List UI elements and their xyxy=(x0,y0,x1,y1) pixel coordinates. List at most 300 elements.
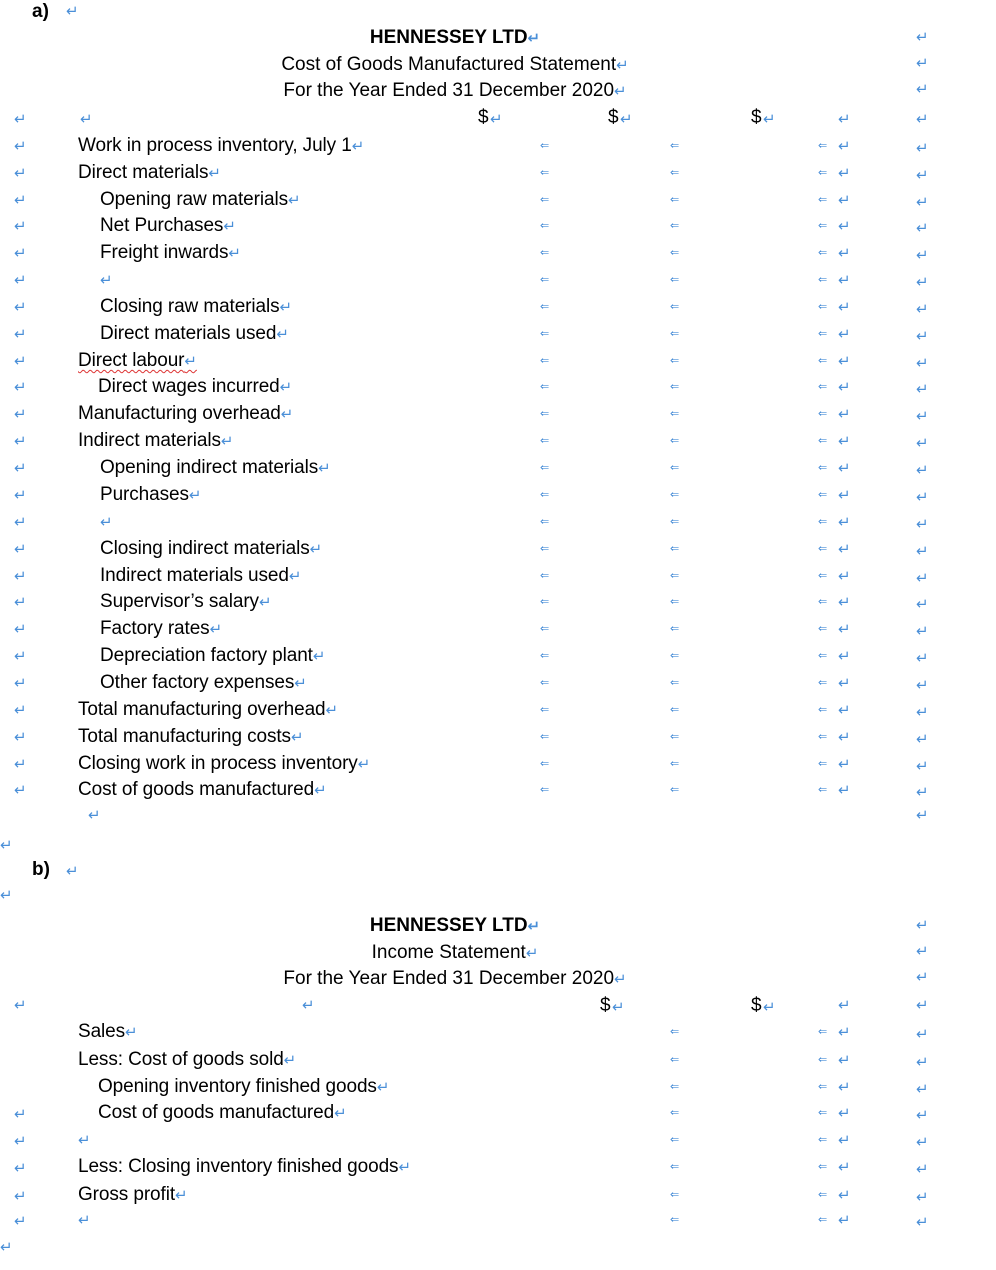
cell-end-mark: ⇐ xyxy=(818,328,828,340)
paragraph-mark: ↵ xyxy=(125,1024,138,1041)
row-mark: ↵ xyxy=(14,326,27,343)
row-mark: ↵ xyxy=(14,1106,27,1123)
cell-end-mark: ⇐ xyxy=(670,1081,680,1093)
cell-end-mark: ⇐ xyxy=(818,274,828,286)
statement-row-label: Depreciation factory plant↵ xyxy=(100,645,326,666)
cell-end-mark: ⇐ xyxy=(670,1134,680,1146)
paragraph-mark: ↵ xyxy=(838,406,851,423)
statement-row-label: Opening inventory finished goods↵ xyxy=(98,1076,390,1097)
statement-row-label: Total manufacturing costs↵ xyxy=(78,726,304,747)
empty-row-mark: ↵ xyxy=(78,1212,91,1229)
paragraph-mark: ↵ xyxy=(916,462,929,479)
empty-row-mark: ↵ xyxy=(100,514,113,531)
cell-end-mark: ⇐ xyxy=(818,140,828,152)
paragraph-mark: ↵ xyxy=(838,192,851,209)
paragraph-mark: ↵ xyxy=(916,140,929,157)
cell-end-mark: ⇐ xyxy=(670,408,680,420)
part-b-title xyxy=(370,916,540,935)
paragraph-mark: ↵ xyxy=(916,1161,929,1178)
paragraph-mark: ↵ xyxy=(916,731,929,748)
row-mark: ↵ xyxy=(14,138,27,155)
paragraph-mark: ↵ xyxy=(916,943,929,960)
paragraph-mark: ↵ xyxy=(916,1026,929,1043)
paragraph-mark: ↵ xyxy=(223,218,236,235)
paragraph-mark: ↵ xyxy=(312,648,326,665)
paragraph-mark: ↵ xyxy=(916,917,929,934)
cell-end-mark: ⇐ xyxy=(670,435,680,447)
part-a-subtitle xyxy=(281,55,628,74)
cell-end-mark: ⇐ xyxy=(818,704,828,716)
statement-row-label: Indirect materials used↵ xyxy=(100,565,302,586)
empty-row-mark: ↵ xyxy=(100,272,113,289)
cell-end-mark: ⇐ xyxy=(540,650,550,662)
statement-row-label: Purchases↵ xyxy=(100,484,202,505)
cell-end-mark: ⇐ xyxy=(818,1161,828,1173)
paragraph-mark: ↵ xyxy=(838,1187,851,1204)
cell-end-mark: ⇐ xyxy=(818,1081,828,1093)
paragraph-mark: ↵ xyxy=(916,247,929,264)
cell-end-mark: ⇐ xyxy=(818,220,828,232)
cell-end-mark: ⇐ xyxy=(540,704,550,716)
cell-end-mark: ⇐ xyxy=(818,1189,828,1201)
cell-end-mark: ⇐ xyxy=(670,1026,680,1038)
paragraph-mark: ↵ xyxy=(916,194,929,211)
paragraph-mark: ↵ xyxy=(916,1189,929,1206)
paragraph-mark: ↵ xyxy=(838,326,851,343)
paragraph-mark: ↵ xyxy=(838,1052,851,1069)
part-b-subtitle-text: Income Statement xyxy=(371,942,526,963)
cell-end-mark: ⇐ xyxy=(670,516,680,528)
paragraph-mark: ↵ xyxy=(916,220,929,237)
paragraph-mark: ↵ xyxy=(838,648,851,665)
cell-end-mark: ⇐ xyxy=(670,1054,680,1066)
currency-header: $ xyxy=(751,995,762,1016)
paragraph-mark: ↵ xyxy=(490,111,503,128)
cell-end-mark: ⇐ xyxy=(818,462,828,474)
paragraph-mark: ↵ xyxy=(838,1024,851,1041)
statement-row-label: Cost of goods manufactured↵ xyxy=(78,779,327,800)
paragraph-mark: ↵ xyxy=(838,1079,851,1096)
cell-end-mark: ⇐ xyxy=(540,167,550,179)
paragraph-mark: ↵ xyxy=(916,355,929,372)
paragraph-mark: ↵ xyxy=(838,111,851,128)
paragraph-mark: ↵ xyxy=(325,702,338,719)
empty-row-mark: ↵ xyxy=(78,1132,91,1149)
row-mark: ↵ xyxy=(14,487,27,504)
paragraph-mark: ↵ xyxy=(838,1212,851,1229)
paragraph-mark: ↵ xyxy=(838,353,851,370)
cell-end-mark: ⇐ xyxy=(818,435,828,447)
paragraph-mark: ↵ xyxy=(838,702,851,719)
cell-end-mark: ⇐ xyxy=(818,489,828,501)
row-mark: ↵ xyxy=(14,353,27,370)
row-mark: ↵ xyxy=(14,1133,27,1150)
paragraph-mark: ↵ xyxy=(0,1239,13,1256)
paragraph-mark: ↵ xyxy=(318,460,331,477)
paragraph-mark: ↵ xyxy=(916,997,929,1014)
paragraph-mark: ↵ xyxy=(916,758,929,775)
paragraph-mark: ↵ xyxy=(838,487,851,504)
paragraph-mark: ↵ xyxy=(188,487,202,504)
currency-header: $ xyxy=(600,995,611,1016)
paragraph-mark: ↵ xyxy=(398,1159,411,1176)
cell-end-mark: ⇐ xyxy=(818,194,828,206)
cell-end-mark: ⇐ xyxy=(818,650,828,662)
cell-end-mark: ⇐ xyxy=(670,301,680,313)
cell-end-mark: ⇐ xyxy=(670,623,680,635)
row-mark: ↵ xyxy=(14,165,27,182)
cell-end-mark: ⇐ xyxy=(540,274,550,286)
paragraph-mark: ↵ xyxy=(916,1214,929,1231)
row-mark: ↵ xyxy=(14,594,27,611)
paragraph-mark: ↵ xyxy=(376,1079,390,1096)
cell-end-mark: ⇐ xyxy=(540,247,550,259)
cell-end-mark: ⇐ xyxy=(670,784,680,796)
cell-end-mark: ⇐ xyxy=(670,167,680,179)
cell-end-mark: ⇐ xyxy=(818,784,828,796)
paragraph-mark: ↵ xyxy=(334,1105,347,1122)
cell-end-mark: ⇐ xyxy=(670,194,680,206)
cell-end-mark: ⇐ xyxy=(670,543,680,555)
cell-end-mark: ⇐ xyxy=(540,489,550,501)
paragraph-mark: ↵ xyxy=(838,568,851,585)
cell-end-mark: ⇐ xyxy=(540,301,550,313)
cell-end-mark: ⇐ xyxy=(540,140,550,152)
paragraph-mark: ↵ xyxy=(620,111,633,128)
part-b-label: b) xyxy=(32,859,50,880)
paragraph-mark: ↵ xyxy=(88,807,101,824)
cell-end-mark: ⇐ xyxy=(540,731,550,743)
paragraph-mark: ↵ xyxy=(838,541,851,558)
cell-end-mark: ⇐ xyxy=(818,1054,828,1066)
cell-end-mark: ⇐ xyxy=(670,1107,680,1119)
part-a-title xyxy=(370,28,540,47)
paragraph-mark: ↵ xyxy=(838,460,851,477)
row-mark: ↵ xyxy=(14,675,27,692)
statement-row-label: Factory rates↵ xyxy=(100,618,223,639)
cell-end-mark: ⇐ xyxy=(670,1161,680,1173)
paragraph-mark: ↵ xyxy=(0,837,13,854)
cell-end-mark: ⇐ xyxy=(540,328,550,340)
cell-end-mark: ⇐ xyxy=(818,408,828,420)
paragraph-mark: ↵ xyxy=(916,55,929,72)
row-mark: ↵ xyxy=(14,621,27,638)
paragraph-mark: ↵ xyxy=(916,435,929,452)
row-mark: ↵ xyxy=(14,541,27,558)
cell-end-mark: ⇐ xyxy=(540,355,550,367)
cell-end-mark: ⇐ xyxy=(818,623,828,635)
paragraph-mark: ↵ xyxy=(14,111,27,128)
paragraph-mark: ↵ xyxy=(916,111,929,128)
cell-end-mark: ⇐ xyxy=(540,381,550,393)
paragraph-mark: ↵ xyxy=(916,328,929,345)
row-mark: ↵ xyxy=(14,648,27,665)
paragraph-mark: ↵ xyxy=(916,489,929,506)
paragraph-mark: ↵ xyxy=(916,677,929,694)
statement-row-label: Direct wages incurred↵ xyxy=(98,376,293,397)
paragraph-mark: ↵ xyxy=(763,999,776,1016)
paragraph-mark: ↵ xyxy=(66,863,79,880)
part-b-subtitle xyxy=(372,943,539,962)
paragraph-mark: ↵ xyxy=(916,1081,929,1098)
cell-end-mark: ⇐ xyxy=(540,570,550,582)
cell-end-mark: ⇐ xyxy=(818,1107,828,1119)
paragraph-mark: ↵ xyxy=(14,997,27,1014)
paragraph-mark: ↵ xyxy=(916,274,929,291)
row-mark: ↵ xyxy=(14,379,27,396)
part-a-period xyxy=(283,81,626,100)
paragraph-mark: ↵ xyxy=(614,971,627,988)
paragraph-mark: ↵ xyxy=(916,301,929,318)
row-mark: ↵ xyxy=(14,406,27,423)
paragraph-mark: ↵ xyxy=(838,997,851,1014)
cell-end-mark: ⇐ xyxy=(818,1026,828,1038)
paragraph-mark: ↵ xyxy=(916,1134,929,1151)
paragraph-mark: ↵ xyxy=(527,918,541,935)
paragraph-mark: ↵ xyxy=(916,516,929,533)
statement-row-label: Closing raw materials↵ xyxy=(100,296,292,317)
statement-row-label: Total manufacturing overhead↵ xyxy=(78,699,338,720)
paragraph-mark: ↵ xyxy=(838,594,851,611)
statement-row-label: Direct materials↵ xyxy=(78,162,221,183)
cell-end-mark: ⇐ xyxy=(818,301,828,313)
paragraph-mark: ↵ xyxy=(838,272,851,289)
paragraph-mark: ↵ xyxy=(220,433,234,450)
paragraph-mark: ↵ xyxy=(916,969,929,986)
paragraph-mark: ↵ xyxy=(287,192,301,209)
paragraph-mark: ↵ xyxy=(838,729,851,746)
statement-row-label: Supervisor’s salary↵ xyxy=(100,591,272,612)
part-b-title-text: HENNESSEY LTD xyxy=(369,915,528,936)
cell-end-mark: ⇐ xyxy=(818,596,828,608)
paragraph-mark: ↵ xyxy=(258,594,272,611)
cell-end-mark: ⇐ xyxy=(818,543,828,555)
statement-row-label: Closing indirect materials↵ xyxy=(100,538,323,559)
paragraph-mark: ↵ xyxy=(916,408,929,425)
paragraph-mark: ↵ xyxy=(309,541,323,558)
cell-end-mark: ⇐ xyxy=(670,140,680,152)
paragraph-mark: ↵ xyxy=(279,379,293,396)
statement-row-label: Less: Closing inventory finished goods↵ xyxy=(78,1156,411,1177)
part-a-period-text: For the Year Ended 31 December 2020 xyxy=(283,80,615,101)
statement-row-label: Direct materials used↵ xyxy=(100,323,289,344)
cell-end-mark: ⇐ xyxy=(818,1214,828,1226)
cell-end-mark: ⇐ xyxy=(670,355,680,367)
cell-end-mark: ⇐ xyxy=(540,220,550,232)
part-a-subtitle-text: Cost of Goods Manufactured Statement xyxy=(281,54,617,75)
cell-end-mark: ⇐ xyxy=(540,758,550,770)
row-mark: ↵ xyxy=(14,433,27,450)
paragraph-mark: ↵ xyxy=(838,433,851,450)
cell-end-mark: ⇐ xyxy=(670,570,680,582)
cell-end-mark: ⇐ xyxy=(818,167,828,179)
paragraph-mark: ↵ xyxy=(916,1054,929,1071)
cell-end-mark: ⇐ xyxy=(670,758,680,770)
statement-row-label: Net Purchases↵ xyxy=(100,215,236,236)
cell-end-mark: ⇐ xyxy=(670,650,680,662)
paragraph-mark: ↵ xyxy=(616,57,629,74)
paragraph-mark: ↵ xyxy=(838,1159,851,1176)
paragraph-mark: ↵ xyxy=(916,81,929,98)
cell-end-mark: ⇐ xyxy=(540,596,550,608)
paragraph-mark: ↵ xyxy=(916,570,929,587)
paragraph-mark: ↵ xyxy=(838,299,851,316)
paragraph-mark: ↵ xyxy=(838,218,851,235)
statement-row-label: Less: Cost of goods sold↵ xyxy=(78,1049,297,1070)
paragraph-mark: ↵ xyxy=(294,675,307,692)
row-mark: ↵ xyxy=(14,782,27,799)
paragraph-mark: ↵ xyxy=(279,299,292,316)
paragraph-mark: ↵ xyxy=(290,729,304,746)
cell-end-mark: ⇐ xyxy=(540,462,550,474)
paragraph-mark: ↵ xyxy=(209,621,223,638)
row-mark: ↵ xyxy=(14,192,27,209)
paragraph-mark: ↵ xyxy=(838,165,851,182)
paragraph-mark: ↵ xyxy=(916,650,929,667)
cell-end-mark: ⇐ xyxy=(818,381,828,393)
cell-end-mark: ⇐ xyxy=(540,543,550,555)
statement-row-label: Closing work in process inventory↵ xyxy=(78,753,371,774)
cell-end-mark: ⇐ xyxy=(670,274,680,286)
part-a-title-text: HENNESSEY LTD xyxy=(369,27,528,48)
cell-end-mark: ⇐ xyxy=(818,677,828,689)
row-mark: ↵ xyxy=(14,568,27,585)
cell-end-mark: ⇐ xyxy=(540,677,550,689)
paragraph-mark: ↵ xyxy=(838,245,851,262)
paragraph-mark: ↵ xyxy=(80,111,93,128)
paragraph-mark: ↵ xyxy=(838,675,851,692)
paragraph-mark: ↵ xyxy=(614,83,627,100)
row-mark: ↵ xyxy=(14,702,27,719)
cell-end-mark: ⇐ xyxy=(818,355,828,367)
paragraph-mark: ↵ xyxy=(838,1132,851,1149)
cell-end-mark: ⇐ xyxy=(670,247,680,259)
statement-row-label: Cost of goods manufactured↵ xyxy=(98,1102,347,1123)
cell-end-mark: ⇐ xyxy=(670,1189,680,1201)
paragraph-mark: ↵ xyxy=(314,782,327,799)
row-mark: ↵ xyxy=(14,218,27,235)
cell-end-mark: ⇐ xyxy=(670,220,680,232)
row-mark: ↵ xyxy=(14,729,27,746)
cell-end-mark: ⇐ xyxy=(670,731,680,743)
cell-end-mark: ⇐ xyxy=(670,462,680,474)
paragraph-mark: ↵ xyxy=(916,623,929,640)
paragraph-mark: ↵ xyxy=(916,167,929,184)
cell-end-mark: ⇐ xyxy=(670,704,680,716)
cell-end-mark: ⇐ xyxy=(670,489,680,501)
statement-row-label: Indirect materials↵ xyxy=(78,430,234,451)
cell-end-mark: ⇐ xyxy=(540,623,550,635)
currency-header: $ xyxy=(478,107,489,128)
row-mark: ↵ xyxy=(14,756,27,773)
paragraph-mark: ↵ xyxy=(838,514,851,531)
statement-row-label: Opening raw materials↵ xyxy=(100,189,301,210)
cell-end-mark: ⇐ xyxy=(818,1134,828,1146)
paragraph-mark: ↵ xyxy=(288,568,302,585)
paragraph-mark: ↵ xyxy=(208,165,221,182)
statement-row-label: Opening indirect materials↵ xyxy=(100,457,331,478)
paragraph-mark: ↵ xyxy=(527,30,541,47)
paragraph-mark: ↵ xyxy=(0,887,13,904)
statement-row-label: Direct labour↵ xyxy=(78,350,197,371)
row-mark: ↵ xyxy=(14,245,27,262)
paragraph-mark: ↵ xyxy=(763,111,776,128)
part-b-period-text: For the Year Ended 31 December 2020 xyxy=(283,968,615,989)
paragraph-mark: ↵ xyxy=(916,1107,929,1124)
statement-row-label: Work in process inventory, July 1↵ xyxy=(78,135,365,156)
cell-end-mark: ⇐ xyxy=(540,784,550,796)
currency-header: $ xyxy=(608,107,619,128)
paragraph-mark: ↵ xyxy=(916,807,929,824)
paragraph-mark: ↵ xyxy=(838,379,851,396)
part-a-label: a) xyxy=(32,1,49,22)
row-mark: ↵ xyxy=(14,1188,27,1205)
paragraph-mark: ↵ xyxy=(175,1187,188,1204)
cell-end-mark: ⇐ xyxy=(670,328,680,340)
paragraph-mark: ↵ xyxy=(280,406,294,423)
cell-end-mark: ⇐ xyxy=(540,408,550,420)
paragraph-mark: ↵ xyxy=(525,945,539,962)
cell-end-mark: ⇐ xyxy=(540,435,550,447)
paragraph-mark: ↵ xyxy=(838,138,851,155)
paragraph-mark: ↵ xyxy=(916,596,929,613)
cell-end-mark: ⇐ xyxy=(540,516,550,528)
paragraph-mark: ↵ xyxy=(916,29,929,46)
cell-end-mark: ⇐ xyxy=(540,194,550,206)
statement-row-label: Sales↵ xyxy=(78,1021,138,1042)
cell-end-mark: ⇐ xyxy=(670,677,680,689)
cell-end-mark: ⇐ xyxy=(818,516,828,528)
statement-row-label: Gross profit↵ xyxy=(78,1184,188,1205)
paragraph-mark: ↵ xyxy=(351,138,365,155)
row-mark: ↵ xyxy=(14,460,27,477)
cell-end-mark: ⇐ xyxy=(818,570,828,582)
paragraph-mark: ↵ xyxy=(916,784,929,801)
paragraph-mark: ↵ xyxy=(228,245,241,262)
part-b-period xyxy=(283,969,626,988)
currency-header: $ xyxy=(751,107,762,128)
paragraph-mark: ↵ xyxy=(838,782,851,799)
paragraph-mark: ↵ xyxy=(916,543,929,560)
paragraph-mark: ↵ xyxy=(838,756,851,773)
row-mark: ↵ xyxy=(14,514,27,531)
paragraph-mark: ↵ xyxy=(283,1052,297,1069)
row-mark: ↵ xyxy=(14,1213,27,1230)
cell-end-mark: ⇐ xyxy=(670,1214,680,1226)
cell-end-mark: ⇐ xyxy=(670,381,680,393)
paragraph-mark: ↵ xyxy=(916,381,929,398)
cell-end-mark: ⇐ xyxy=(670,596,680,608)
paragraph-mark: ↵ xyxy=(357,756,371,773)
cell-end-mark: ⇐ xyxy=(818,247,828,259)
statement-row-label: Manufacturing overhead↵ xyxy=(78,403,294,424)
cell-end-mark: ⇐ xyxy=(818,731,828,743)
paragraph-mark: ↵ xyxy=(612,999,625,1016)
paragraph-mark: ↵ xyxy=(916,704,929,721)
statement-row-label: Freight inwards↵ xyxy=(100,242,241,263)
paragraph-mark: ↵ xyxy=(838,621,851,638)
paragraph-mark: ↵ xyxy=(184,353,197,370)
paragraph-mark: ↵ xyxy=(276,326,289,343)
cell-end-mark: ⇐ xyxy=(818,758,828,770)
paragraph-mark: ↵ xyxy=(66,3,79,20)
row-mark: ↵ xyxy=(14,1160,27,1177)
row-mark: ↵ xyxy=(14,272,27,289)
paragraph-mark: ↵ xyxy=(302,997,315,1014)
row-mark: ↵ xyxy=(14,299,27,316)
statement-row-label: Other factory expenses↵ xyxy=(100,672,307,693)
paragraph-mark: ↵ xyxy=(838,1105,851,1122)
